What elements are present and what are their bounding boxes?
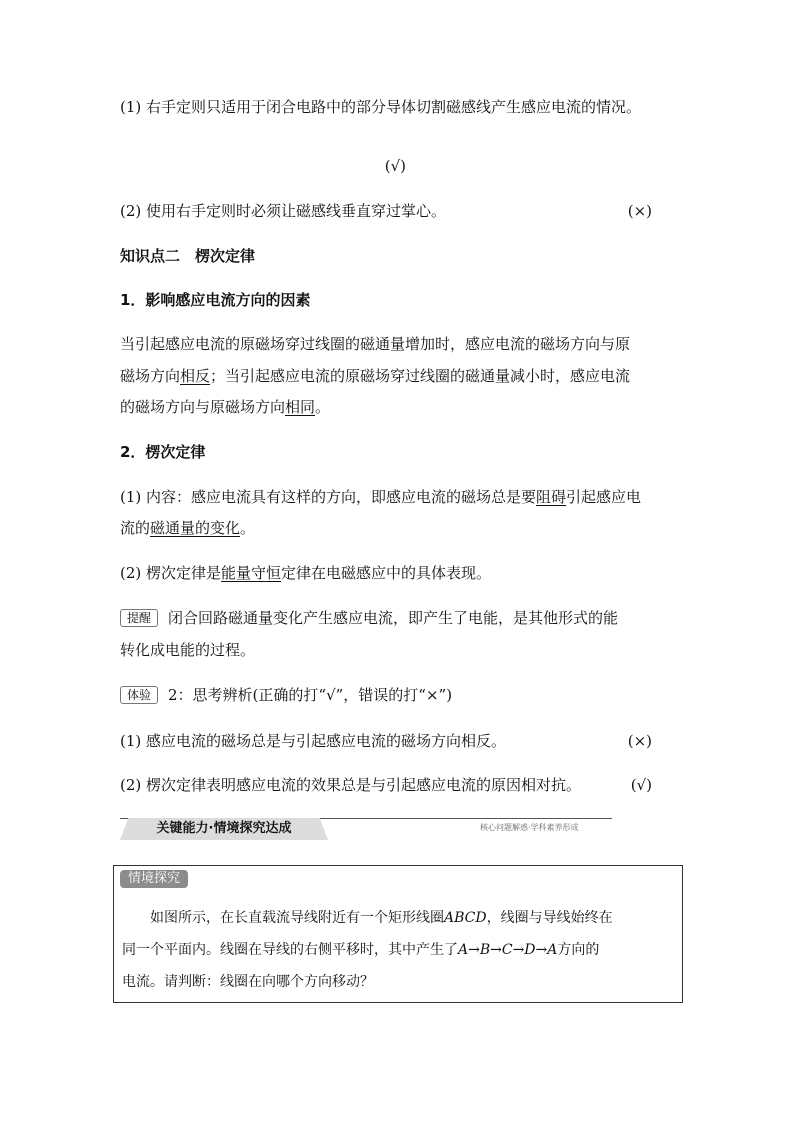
text: 流的: [120, 519, 151, 537]
subheading-lenz-law: 2．楞次定律: [120, 443, 206, 461]
answer-underlined: 能量守恒: [221, 564, 282, 582]
text: 的磁场方向与原磁场方向: [120, 398, 286, 416]
tip-label: 提醒: [120, 609, 158, 627]
banner-subtitle: 核心问题解惑·学科素养形成: [480, 823, 579, 832]
text: (1) 内容：感应电流具有这样的方向，即感应电流的磁场总是要: [120, 488, 537, 506]
answer-underlined: 相同: [285, 398, 316, 416]
answer-underlined: 阻碍: [536, 488, 567, 506]
text: 如图所示，在长直载流导线附近有一个矩形线圈: [150, 910, 444, 926]
content-line-1: [120, 487, 676, 507]
experience-2-mark: (√): [630, 776, 652, 794]
text: (2) 楞次定律是: [120, 564, 222, 582]
text: 2：思考辨析(正确的打“√”，错误的打“×”): [168, 686, 453, 704]
answer-underlined: 磁通量的变化: [150, 519, 241, 537]
text: 。: [240, 519, 256, 537]
variable: A→B→C→D→A: [458, 942, 558, 958]
text: ，线圈与导线始终在: [486, 910, 613, 926]
experience-1-mark: (×): [627, 732, 652, 750]
scenario-line-3: 电流。请判断：线圈在向哪个方向移动？: [122, 974, 374, 990]
section-heading: 知识点二 楞次定律: [120, 247, 256, 265]
paragraph-1-line-1: 当引起感应电流的原磁场穿过线圈的磁通量增加时，感应电流的磁场方向与原: [120, 335, 631, 353]
paragraph-1-line-3: [120, 397, 676, 417]
text: 同一个平面内。线圈在导线的右侧平移时，其中产生了: [122, 942, 458, 958]
subheading-factors: 1．影响感应电流方向的因素: [120, 291, 311, 309]
experience-title: [120, 685, 676, 705]
text: 闭合回路磁通量变化产生感应电流，即产生了电能，是其他形式的能: [168, 609, 619, 627]
text: ；当引起感应电流的原磁场穿过线圈的磁通量减小时，感应电流: [210, 367, 631, 385]
content-line-2: [120, 518, 676, 538]
scenario-line-1: [122, 908, 674, 928]
answer-underlined: 相反: [180, 367, 211, 385]
energy-conservation-line: [120, 563, 676, 583]
scenario-label: 情境探究: [120, 870, 188, 888]
question-1-text: (1) 右手定则只适用于闭合电路中的部分导体切割磁感线产生感应电流的情况。: [120, 98, 642, 116]
tip-line-1: [120, 608, 676, 628]
text: 磁场方向: [120, 367, 181, 385]
banner-title: 关键能力·情境探究达成: [156, 821, 292, 836]
section-banner: [120, 818, 612, 840]
scenario-box: [113, 865, 683, 1003]
text: 定律在电磁感应中的具体表现。: [281, 564, 492, 582]
text: 。: [315, 398, 331, 416]
question-2-text: (2) 使用右手定则时必须让磁感线垂直穿过掌心。: [120, 202, 447, 220]
question-1-mark: (√): [384, 157, 406, 175]
scenario-line-2: [122, 940, 674, 960]
tip-line-2: 转化成电能的过程。: [120, 641, 256, 659]
variable: ABCD: [444, 910, 487, 926]
text: 引起感应电: [566, 488, 642, 506]
question-2-mark: (×): [627, 202, 652, 220]
experience-2-text: (2) 楞次定律表明感应电流的效果总是与引起感应电流的原因相对抗。: [120, 776, 582, 794]
text: 方向的: [557, 942, 600, 958]
paragraph-1-line-2: [120, 366, 676, 386]
experience-1-text: (1) 感应电流的磁场总是与引起感应电流的磁场方向相反。: [120, 732, 507, 750]
experience-label: 体验: [120, 686, 158, 704]
